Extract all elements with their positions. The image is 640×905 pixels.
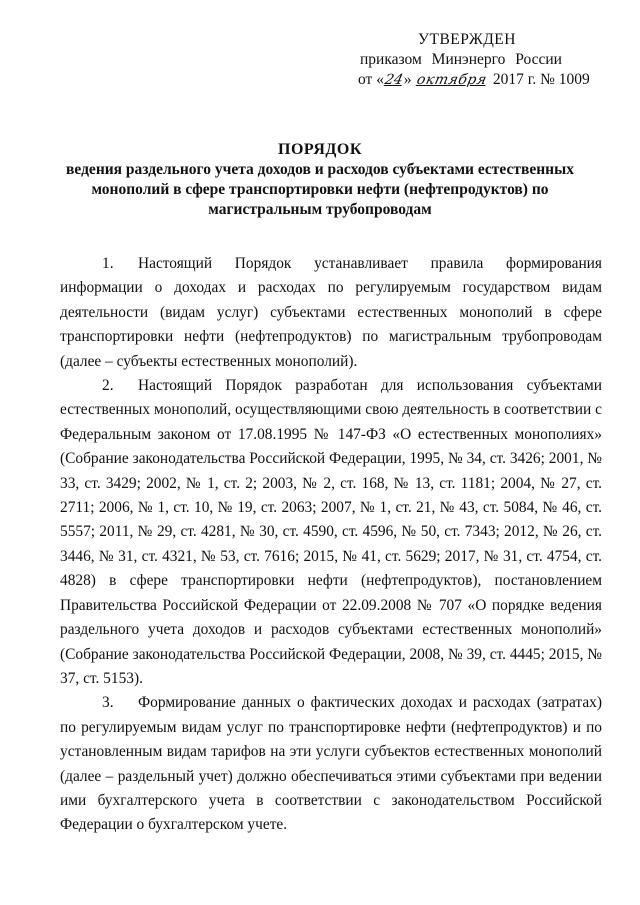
- approval-status: УТВЕРЖДЕН: [418, 31, 516, 48]
- paragraph-number: 2.: [102, 377, 114, 395]
- paragraph-number: 3.: [102, 694, 114, 712]
- paragraph-text: Настоящий Порядок устанавливает правила формирования информации о доходах и расходах по регулируемым государством видам деятельности (видам услуг) субъектами естественных монополий в сфере транспортировки нефти (нефтепродуктов) по магистральным трубопроводам (далее – субъекты естественных монополий).: [60, 255, 602, 370]
- approval-order-line: приказом Минэнерго России: [360, 51, 562, 68]
- date-prefix: от «: [358, 71, 384, 88]
- paragraph-1: [60, 252, 602, 374]
- document-title: ПОРЯДОК: [278, 141, 362, 158]
- date-suffix: 2017 г. № 1009: [489, 71, 590, 88]
- paragraph-text: Настоящий Порядок разработан для использования субъектами естественных монополий, осуществляющими свою деятельность в соответствии с Федеральным законом от 17.08.1995 № 147-ФЗ «О естественных монополиях» (Собрание законодательства Российской Федерации, 1995, № 34, ст. 3426; 2001, № 33, ст. 3429; 2002, № 1, ст. 2; 2003, № 2, ст. 168, № 13, ст. 1181; 2004, № 27, ст. 2711; 2006, № 1, ст. 10, № 19, ст. 2063; 2007, № 1, ст. 21, № 43, ст. 5084, № 46, ст. 5557; 2011, № 29, ст. 4281, № 30, ст. 4590, ст. 4596, № 50, ст. 7343; 2012, № 26, ст. 3446, № 31, ст. 4321, № 53, ст. 7616; 2015, № 41, ст. 5629; 2017, № 31, ст. 4754, ст. 4828) в сфере транспортировки нефти (нефтепродуктов), постановлением Правительства Российской Федерации от 22.09.2008 № 707 «О порядке ведения раздельного учета доходов и расходов субъектами естественных монополий» (Собрание законодательства Российской Федерации, 2008, № 39, ст. 4445; 2015, № 37, ст. 5153).: [60, 377, 602, 687]
- document-body: [60, 252, 602, 838]
- document-title-block: [60, 140, 580, 220]
- paragraph-text: Формирование данных о фактических доходах и расходах (затратах) по регулируемым видам услуг по транспортировке нефти (нефтепродуктов) и по установленным видам тарифов на эти услуги субъектов естественных монополий (далее – раздельный учет) должно обеспечиваться этими субъектами при ведении ими бухгалтерского учета в соответствии с законодательством Российской Федерации о бухгалтерском учете.: [60, 694, 602, 834]
- paragraph-number: 1.: [102, 255, 114, 272]
- approval-block: [358, 30, 598, 90]
- approval-date-line: [358, 70, 598, 90]
- paragraph-3: [60, 691, 602, 837]
- date-mid: »: [403, 71, 416, 88]
- handwritten-day: 24: [383, 72, 405, 88]
- document-subtitle-line-1: ведения раздельного учета доходов и расходов субъектами естественных: [66, 161, 574, 178]
- document-subtitle-line-3: магистральным трубопроводам: [208, 201, 432, 218]
- document-subtitle-line-2: монополий в сфере транспортировки нефти (нефтепродуктов) по: [91, 181, 549, 198]
- paragraph-2: [60, 374, 602, 691]
- handwritten-month: октября: [415, 72, 489, 88]
